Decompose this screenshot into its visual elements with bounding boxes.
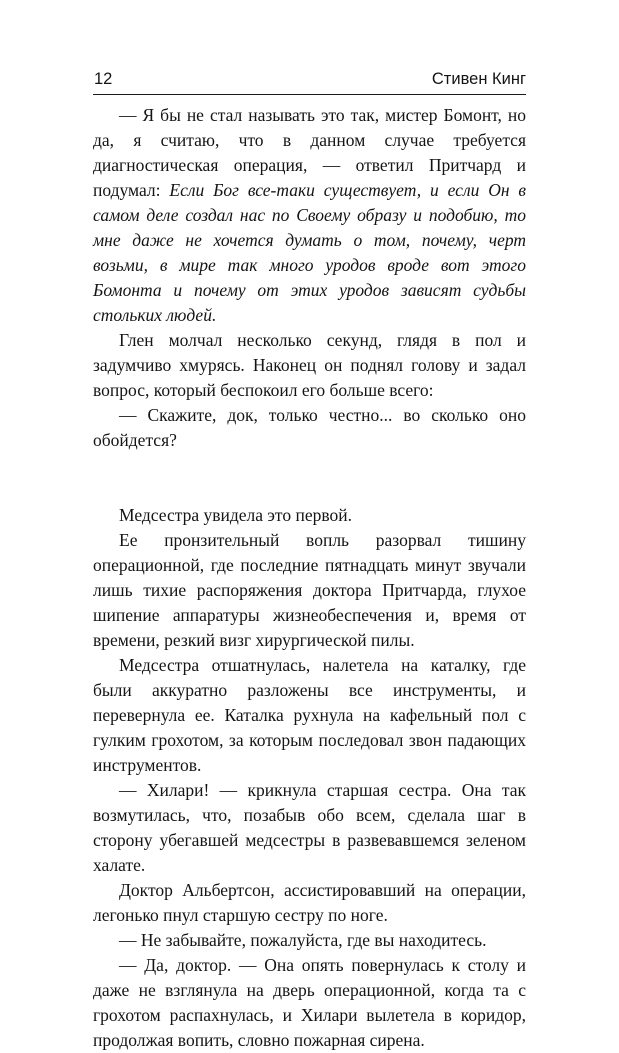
paragraph-text: — Я бы не стал называть это так, мистер Бомонт, но да, я считаю, что в данном случае требуется диагностическая операция, — ответил Притчард и подумал:	[93, 105, 526, 200]
paragraph: — Скажите, док, только честно... во сколько оно обойдется?	[93, 405, 526, 450]
running-head: Стивен Кинг	[431, 70, 526, 88]
paragraph: Глен молчал несколько секунд, глядя в пол и задумчиво хмурясь. Наконец он поднял голову и задал вопрос, который беспокоил его больше всего:	[93, 330, 526, 400]
paragraph: Ее пронзительный вопль разорвал тишину операционной, где последние пятнадцать минут звучали лишь тихие распоряжения доктора Притчарда, глухое шипение аппаратуры жизнеобеспечения и, время от времени, резкий визг хирургической пилы.	[93, 530, 526, 650]
paragraph: — Не забывайте, пожалуйста, где вы находитесь.	[119, 930, 487, 950]
body-text	[93, 103, 526, 1053]
page-number: 12	[94, 70, 113, 88]
paragraph: — Хилари! — крикнула старшая сестра. Она так возмутилась, что, позабыв обо всем, сделала шаг в сторону убегавшей медсестры в развевавшемся зеленом халате.	[93, 780, 526, 875]
paragraph: Доктор Альбертсон, ассистировавший на операции, легонько пнул старшую сестру по ноге.	[93, 880, 526, 925]
paragraph	[93, 103, 526, 328]
paragraph: — Да, доктор. — Она опять повернулась к столу и даже не взглянула на дверь операционной, когда та с грохотом распахнулась, и Хилари вылетела в коридор, продолжая вопить, словно пожарная сирена.	[93, 955, 526, 1050]
paragraph: Медсестра увидела это первой.	[119, 505, 352, 525]
italic-thought: Если Бог все-таки существует, и если Он в самом деле создал нас по Своему образу и подобию, то мне даже не хочется думать о том, почему, черт возьми, в мире так много уродов вроде вот этого Бомонта и почему от этих уродов зависят судьбы стольких людей.	[93, 180, 526, 325]
paragraph: Медсестра отшатнулась, налетела на каталку, где были аккуратно разложены все инструменты, и перевернула ее. Каталка рухнула на кафельный пол с гулким грохотом, за которым последовал звон падающих инструментов.	[93, 655, 526, 775]
scene-break	[93, 453, 526, 503]
page-header	[93, 64, 526, 95]
